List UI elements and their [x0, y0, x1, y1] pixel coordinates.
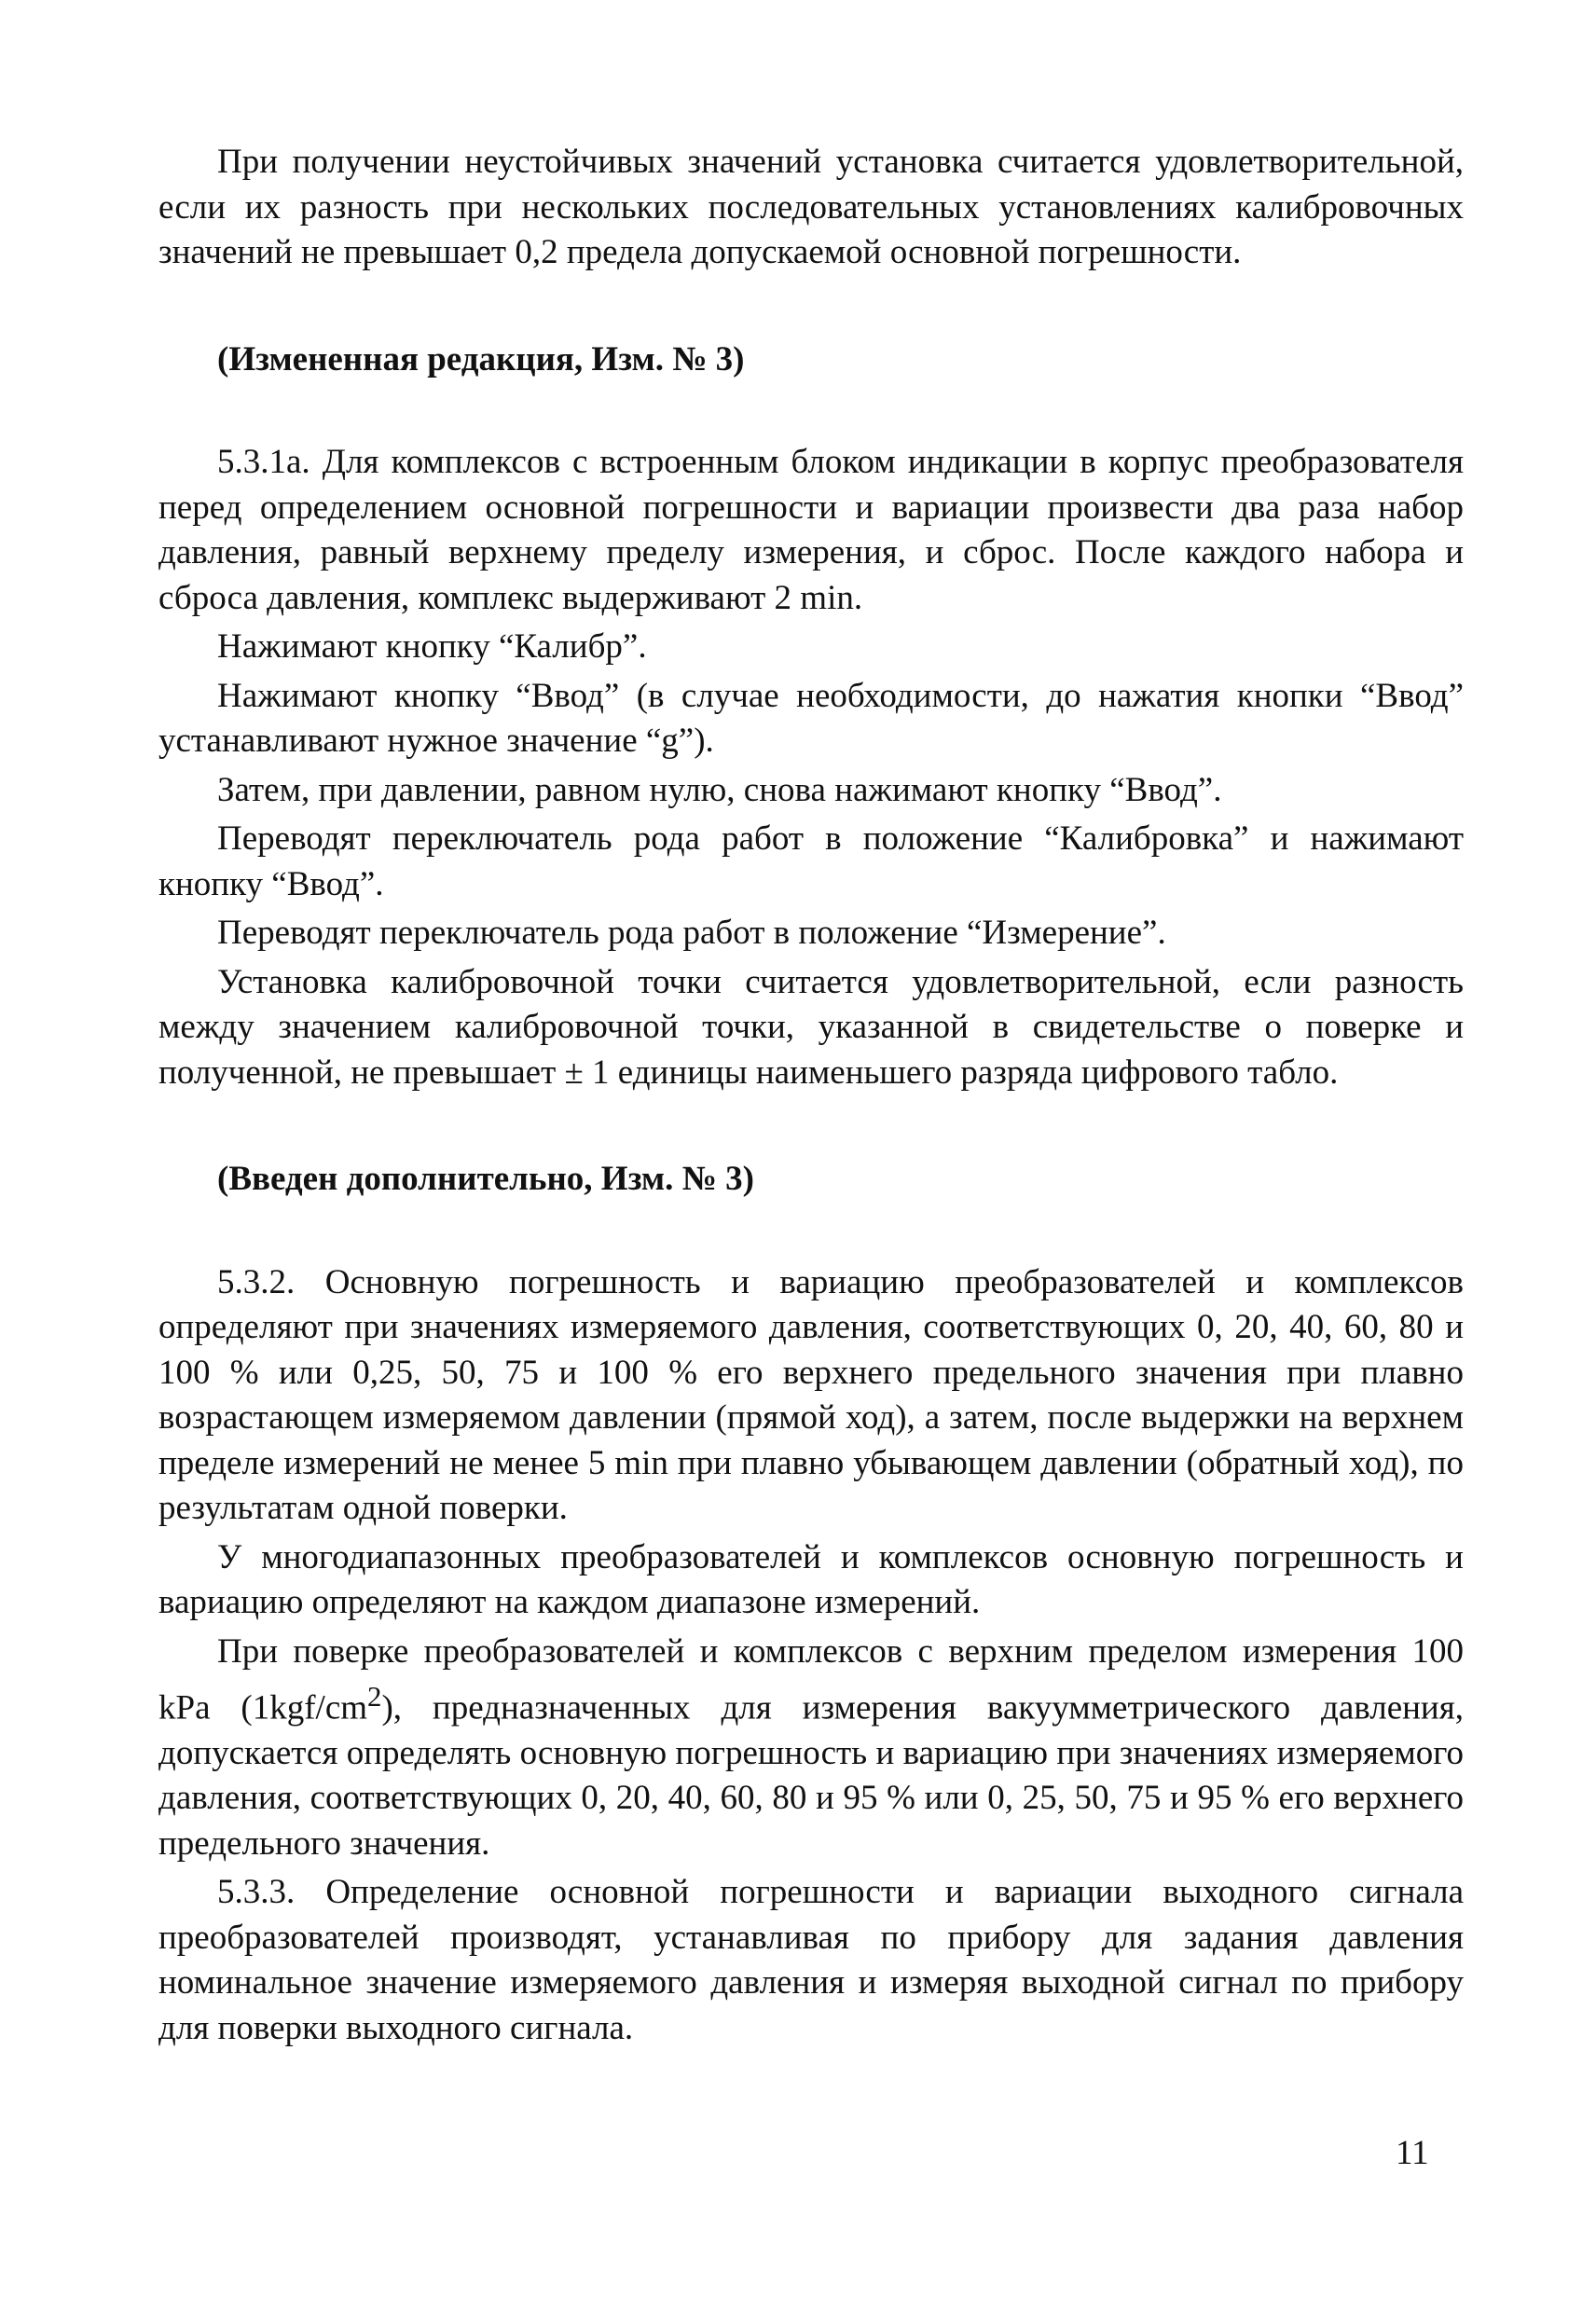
paragraph-5-3-2: 5.3.2. Основную погрешность и вариацию преобразователей и комплексов определяют при значениях измеряемого давления, соответствующих 0, 20, 40, 60, 80 и 100 % или 0,25, 50, 75 и 100 % его верхнего предельного значения при плавно возрастающем измеряемом давлении (прямой ход), а затем, после выдержки на верхнем пределе измерений не менее 5 min при плавно убывающем давлении (обратный ход), по результатам одной поверки.	[158, 1262, 1464, 1527]
paragraph-zero-pressure: Затем, при давлении, равном нулю, снова нажимают кнопку “Ввод”.	[217, 770, 1222, 809]
vacuum-text-before: При поверке преобразователей и комплексов с верхним пределом измерения 100 kPa (1kgf/cm	[158, 1631, 1464, 1727]
amendment-note-added: (Введен дополнительно, Изм. № 3)	[217, 1160, 754, 1198]
paragraph-5-3-3: 5.3.3. Определение основной погрешности и вариации выходного сигнала преобразователей производят, устанавливая по прибору для задания давления номинальное значение измеряемого давления и измеряя выходной сигнал по прибору для поверки выходного сигнала.	[158, 1873, 1464, 2047]
page-number: 11	[1396, 2134, 1429, 2172]
amendment-note-changed-edition: (Измененная редакция, Изм. № 3)	[217, 339, 745, 378]
paragraph-5-3-1a: 5.3.1а. Для комплексов с встроенным блоком индикации в корпус преобразователя перед определением основной погрешности и вариации произвести два раза набор давления, равный верхнему пределу измерения, и сброс. После каждого набора и сброса давления, комплекс выдерживают 2 min.	[158, 443, 1464, 617]
paragraph-switch-measurement: Переводят переключатель рода работ в положение “Измерение”.	[217, 914, 1166, 952]
vacuum-text-after: ), предназначенных для измерения вакуумметрического давления, допускается определять основную погрешность и вариацию при значениях измеряемого давления, соответствующих 0, 20, 40, 60, 80 и 95 % или 0, 25, 50, 75 и 95 % его верхнего предельного значения.	[158, 1688, 1464, 1863]
superscript-exponent: 2	[367, 1681, 382, 1713]
paragraph-calibration-stability: При получении неустойчивых значений установка считается удовлетворительной, если их разность при нескольких последовательных установлениях калибровочных значений не превышает 0,2 предела допускаемой основной погрешности.	[158, 143, 1464, 271]
paragraph-switch-calibration: Переводят переключатель рода работ в положение “Калибровка” и нажимают кнопку “Ввод”.	[158, 819, 1464, 903]
paragraph-vacuum-verification	[158, 1630, 1464, 1867]
paragraph-press-enter: Нажимают кнопку “Ввод” (в случае необходимости, до нажатия кнопки “Ввод” устанавливают нужное значение “g”).	[158, 676, 1464, 760]
paragraph-calibration-point: Установка калибровочной точки считается удовлетворительной, если разность между значением калибровочной точки, указанной в свидетельстве о поверке и полученной, не превышает ± 1 единицы наименьшего разряда цифрового табло.	[158, 962, 1464, 1092]
paragraph-press-calibr: Нажимают кнопку “Калибр”.	[217, 627, 647, 666]
document-page	[158, 140, 1464, 2051]
paragraph-multirange: У многодиапазонных преобразователей и комплексов основную погрешность и вариацию определяют на каждом диапазоне измерений.	[158, 1537, 1464, 1621]
